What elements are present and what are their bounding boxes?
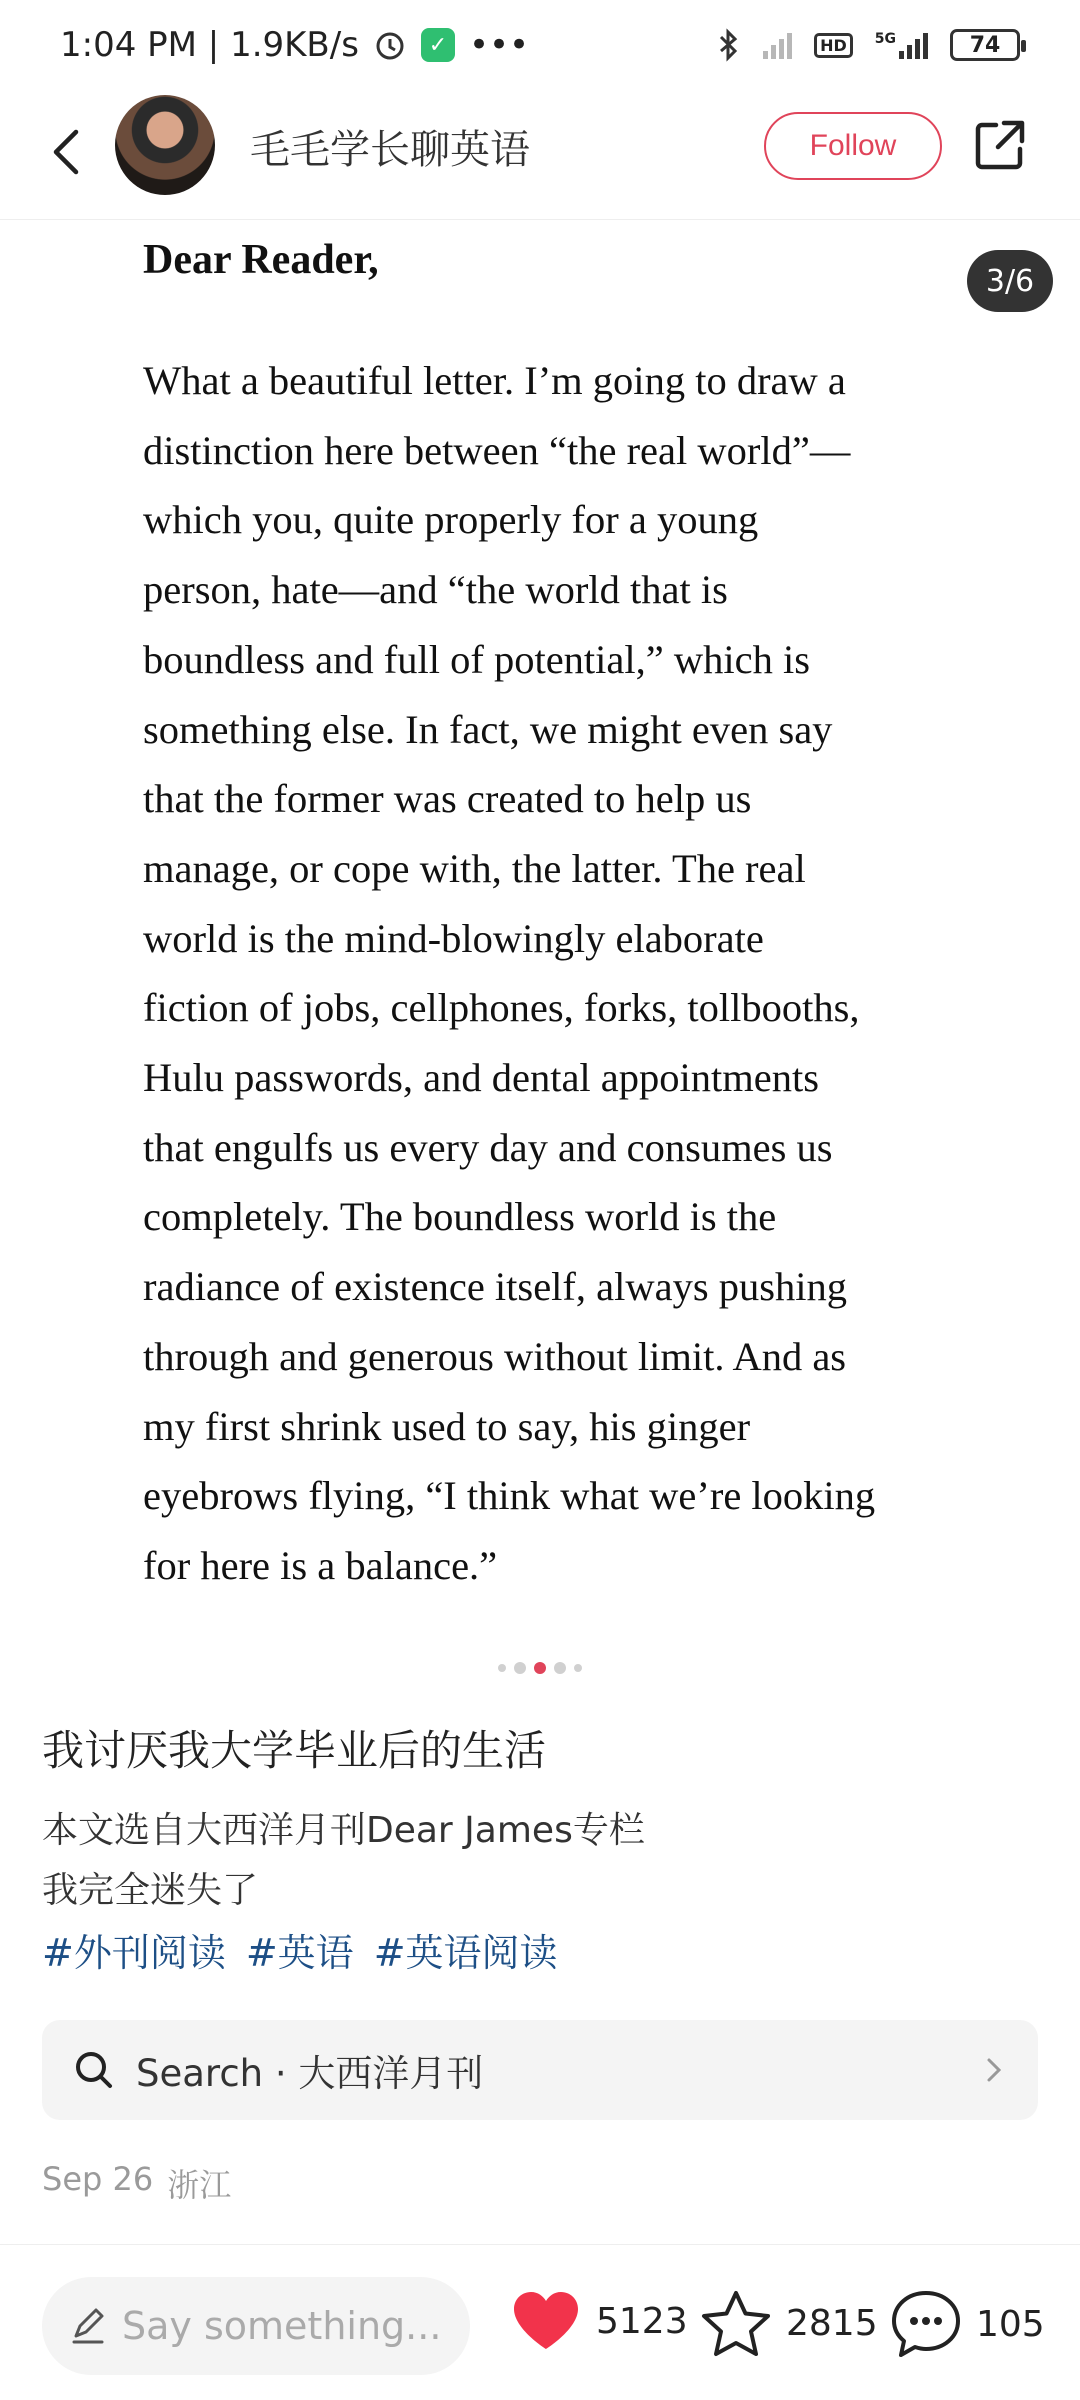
search-icon: [72, 2048, 116, 2092]
star-icon: [700, 2289, 772, 2357]
collect-button[interactable]: [700, 2289, 878, 2357]
letter-line: that engulfs us every day and consumes us: [143, 1124, 833, 1170]
carousel-dot: [554, 1662, 566, 1674]
letter-line: completely. The boundless world is the: [143, 1194, 777, 1240]
more-dots-icon: •••: [468, 25, 530, 65]
post-location: 浙江: [167, 2166, 232, 2204]
like-button[interactable]: [510, 2289, 688, 2353]
chevron-right-icon: [980, 2053, 1008, 2087]
page-indicator: 3/6: [967, 250, 1053, 312]
letter-line: radiance of existence itself, always pushing: [143, 1264, 848, 1310]
back-arrow-icon[interactable]: [38, 122, 98, 182]
comment-count: 105: [976, 2303, 1045, 2345]
hashtag-link[interactable]: #英语: [245, 1931, 354, 1975]
hashtag-link[interactable]: #外刊阅读: [42, 1931, 226, 1975]
follow-button[interactable]: Follow: [764, 112, 942, 180]
security-shield-icon: ✓: [421, 28, 455, 62]
post-image[interactable]: [0, 222, 1080, 1642]
tag-list: [42, 1922, 558, 1977]
alarm-icon: [373, 28, 407, 62]
letter-line: that the former was created to help us: [143, 776, 752, 822]
pencil-icon: [68, 2306, 108, 2346]
comment-bubble-icon: [890, 2289, 962, 2359]
letter-body: [143, 346, 943, 1601]
carousel-dot: [498, 1664, 506, 1672]
post-header: [0, 90, 1080, 220]
author-avatar[interactable]: [115, 95, 215, 195]
status-bar: [0, 0, 1080, 90]
author-name[interactable]: 毛毛学长聊英语: [250, 127, 530, 173]
letter-greeting: Dear Reader,: [143, 237, 379, 283]
letter-line: fiction of jobs, cellphones, forks, tollbooths,: [143, 985, 860, 1031]
comment-input[interactable]: [42, 2277, 470, 2375]
carousel-dots: [0, 1662, 1080, 1674]
carousel-dot-active: [534, 1662, 546, 1674]
carousel-dot: [574, 1664, 582, 1672]
post-title: 我讨厌我大学毕业后的生活: [42, 1726, 547, 1775]
battery-icon: 74: [950, 29, 1020, 61]
collect-count: 2815: [786, 2302, 878, 2344]
post-date: Sep 26: [42, 2160, 154, 2198]
letter-line: eyebrows flying, “I think what we’re looking: [143, 1473, 876, 1519]
hd-badge: HD: [814, 33, 853, 58]
comment-placeholder: Say something...: [122, 2304, 442, 2348]
related-search-button[interactable]: [42, 2020, 1038, 2120]
status-time-speed: 1:04 PM | 1.9KB/s: [60, 25, 359, 65]
bottom-action-bar: [0, 2244, 1080, 2400]
carousel-dot: [514, 1662, 526, 1674]
comment-button[interactable]: [890, 2289, 1045, 2359]
letter-line: which you, quite properly for a young: [143, 497, 759, 543]
heart-icon: [510, 2289, 582, 2353]
post-description-line: 我完全迷失了: [42, 1870, 259, 1911]
letter-line: boundless and full of potential,” which is: [143, 636, 811, 682]
letter-line: Hulu passwords, and dental appointments: [143, 1055, 820, 1101]
hashtag-link[interactable]: #英语阅读: [373, 1931, 558, 1975]
like-count: 5123: [596, 2300, 688, 2342]
bluetooth-icon: [717, 28, 741, 62]
cell-signal-icon: 5G: [875, 31, 928, 59]
letter-line: through and generous without limit. And as: [143, 1333, 847, 1379]
letter-line: for here is a balance.”: [143, 1542, 498, 1588]
search-label: Search · 大西洋月刊: [136, 2052, 484, 2095]
letter-line: manage, or cope with, the latter. The real: [143, 845, 806, 891]
letter-line: my first shrink used to say, his ginger: [143, 1403, 751, 1449]
letter-line: world is the mind-blowingly elaborate: [143, 915, 764, 961]
letter-line: What a beautiful letter. I’m going to draw a: [143, 358, 846, 403]
letter-line: distinction here between “the real world”—: [143, 427, 851, 473]
post-meta: [42, 2160, 231, 2206]
letter-line: something else. In fact, we might even say: [143, 706, 833, 752]
share-icon[interactable]: [970, 115, 1030, 175]
letter-line: person, hate—and “the world that is: [143, 567, 728, 613]
wifi-signal-icon: [763, 31, 792, 59]
post-description-line: 本文选自大西洋月刊Dear James专栏: [42, 1810, 645, 1851]
